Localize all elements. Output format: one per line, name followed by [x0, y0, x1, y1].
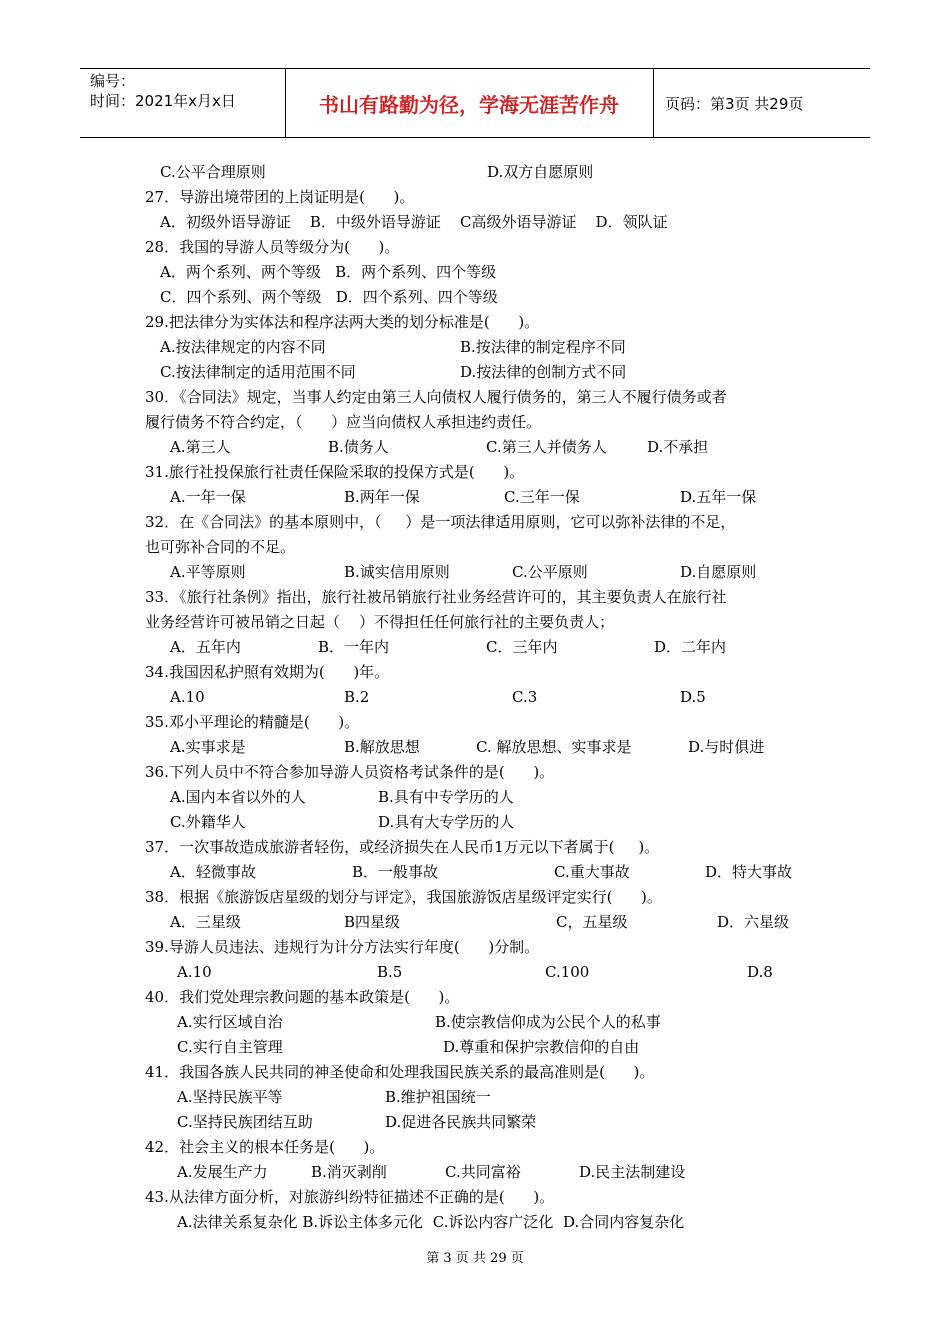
option-text: C．三年内 [486, 638, 558, 656]
option-text: C. 解放思想、实事求是 [476, 738, 632, 756]
option-text: A．三星级 [170, 913, 241, 931]
option-text: D.按法律的创制方式不同 [460, 363, 627, 381]
option-text: A.10 [177, 963, 212, 981]
text-line: 业务经营许可被吊销之日起（ ）不得担任任何旅行社的主要负责人； [145, 613, 615, 631]
option-text: B.5 [377, 963, 403, 981]
text-line: 42．社会主义的根本任务是( )。 [145, 1138, 385, 1156]
option-text: C.100 [545, 963, 590, 981]
text-line: A．初级外语导游证 B．中级外语导游证 C高级外语导游证 D．领队证 [160, 213, 668, 231]
text-line: 28．我国的导游人员等级分为( )。 [145, 238, 400, 256]
option-text: B.消灭剥削 [311, 1163, 387, 1181]
option-text: D.五年一保 [680, 488, 757, 506]
text-line: C．四个系列、两个等级 D．四个系列、四个等级 [160, 288, 498, 306]
option-text: C，五星级 [556, 913, 628, 931]
option-text: C.共同富裕 [445, 1163, 521, 1181]
option-text: C.第三人并债务人 [486, 438, 607, 456]
text-line: 31.旅行社投保旅行社责任保险采取的投保方式是( )。 [145, 463, 525, 481]
page-footer: 第 3 页 共 29 页 [426, 1251, 524, 1266]
option-text: A.发展生产力 [177, 1163, 268, 1181]
option-text: D.与时俱进 [688, 738, 765, 756]
text-line: 29.把法律分为实体法和程序法两大类的划分标准是( )。 [145, 313, 540, 331]
option-text: B.使宗教信仰成为公民个人的私事 [435, 1013, 661, 1031]
code-label: 编号： [90, 72, 136, 90]
option-text: B.债务人 [328, 438, 389, 456]
option-text: B.诚实信用原则 [344, 563, 450, 581]
option-text: C.公平原则 [512, 563, 588, 581]
option-text: A.实事求是 [170, 738, 246, 756]
option-text: A．五年内 [170, 638, 241, 656]
option-text: D.8 [747, 963, 773, 981]
header-motto: 书山有路勤为径，学海无涯苦作舟 [319, 93, 619, 117]
option-text: A.第三人 [170, 438, 231, 456]
option-text: C.实行自主管理 [177, 1038, 283, 1056]
option-text: C.公平合理原则 [160, 163, 266, 181]
option-text: A.一年一保 [170, 488, 246, 506]
option-text: C.外籍华人 [170, 813, 246, 831]
option-text: D.尊重和保护宗教信仰的自由 [443, 1038, 640, 1056]
time-label: 时间：2021年x月x日 [90, 92, 236, 110]
text-line: 43.从法律方面分析，对旅游纠纷特征描述不正确的是( )。 [145, 1188, 555, 1206]
option-text: B．一般事故 [352, 863, 439, 881]
text-line: 37．一次事故造成旅游者轻伤，或经济损失在人民币1万元以下者属于( )。 [145, 838, 660, 856]
header-divider [653, 69, 654, 137]
text-line: 35.邓小平理论的精髓是( )。 [145, 713, 360, 731]
text-line: 32．在《合同法》的基本原则中，（ ）是一项法律适用原则，它可以弥补法律的不足， [145, 513, 736, 531]
option-text: A.10 [170, 688, 205, 706]
option-text: C.重大事故 [554, 863, 630, 881]
option-text: A.实行区域自治 [177, 1013, 283, 1031]
option-text: B.两年一保 [344, 488, 420, 506]
option-text: D.促进各民族共同繁荣 [385, 1113, 537, 1131]
option-text: B.具有中专学历的人 [378, 788, 514, 806]
option-text: D.5 [680, 688, 706, 706]
option-text: B.按法律的制定程序不同 [460, 338, 626, 356]
option-text: B四星级 [344, 913, 401, 931]
option-text: D.双方自愿原则 [487, 163, 594, 181]
header-meta [90, 71, 236, 111]
text-line: 41．我国各族人民共同的神圣使命和处理我国民族关系的最高准则是( )。 [145, 1063, 655, 1081]
option-text: A.按法律规定的内容不同 [160, 338, 326, 356]
option-text: B．一年内 [318, 638, 390, 656]
text-line: 27．导游出境带团的上岗证明是( )。 [145, 188, 415, 206]
text-line: 33．《旅行社条例》指出，旅行社被吊销旅行社业务经营许可的，其主要负责人在旅行社 [145, 588, 727, 606]
option-text: D.具有大专学历的人 [378, 813, 515, 831]
option-text: B.解放思想 [344, 738, 420, 756]
option-text: A.平等原则 [170, 563, 246, 581]
option-text: D．特大事故 [705, 863, 793, 881]
text-line: 39.导游人员违法、违规行为计分方法实行年度( )分制。 [145, 938, 540, 956]
text-line: 36.下列人员中不符合参加导游人员资格考试条件的是( )。 [145, 763, 555, 781]
option-text: D.不承担 [647, 438, 709, 456]
option-text: B.2 [344, 688, 370, 706]
option-text: C.坚持民族团结互助 [177, 1113, 313, 1131]
text-line: 履行债务不符合约定，（ ）应当向债权人承担违约责任。 [145, 413, 542, 431]
header-page-info: 页码：第3页 共29页 [665, 95, 804, 113]
text-line: 30．《合同法》规定，当事人约定由第三人向债权人履行债务的，第三人不履行债务或者 [145, 388, 727, 406]
option-text: D．六星级 [717, 913, 790, 931]
option-text: B.维护祖国统一 [385, 1088, 491, 1106]
option-text: A.坚持民族平等 [177, 1088, 283, 1106]
option-text: C.按法律制定的适用范围不同 [160, 363, 356, 381]
document-header [80, 68, 870, 138]
option-text: D.民主法制建设 [579, 1163, 686, 1181]
option-text: C.3 [512, 688, 538, 706]
option-text: D．二年内 [654, 638, 727, 656]
text-line: A．两个系列、两个等级 B．两个系列、四个等级 [160, 263, 497, 281]
text-line: 38．根据《旅游饭店星级的划分与评定》，我国旅游饭店星级评定实行( )。 [145, 888, 662, 906]
text-line: A.法律关系复杂化 B.诉讼主体多元化 C.诉讼内容广泛化 D.合同内容复杂化 [177, 1213, 685, 1231]
option-text: D.自愿原则 [680, 563, 757, 581]
option-text: C.三年一保 [504, 488, 580, 506]
text-line: 40．我们党处理宗教问题的基本政策是( )。 [145, 988, 460, 1006]
text-line: 也可弥补合同的不足。 [145, 538, 296, 556]
text-line: 34.我国因私护照有效期为( )年。 [145, 663, 390, 681]
option-text: A.国内本省以外的人 [170, 788, 306, 806]
option-text: A．轻微事故 [170, 863, 256, 881]
